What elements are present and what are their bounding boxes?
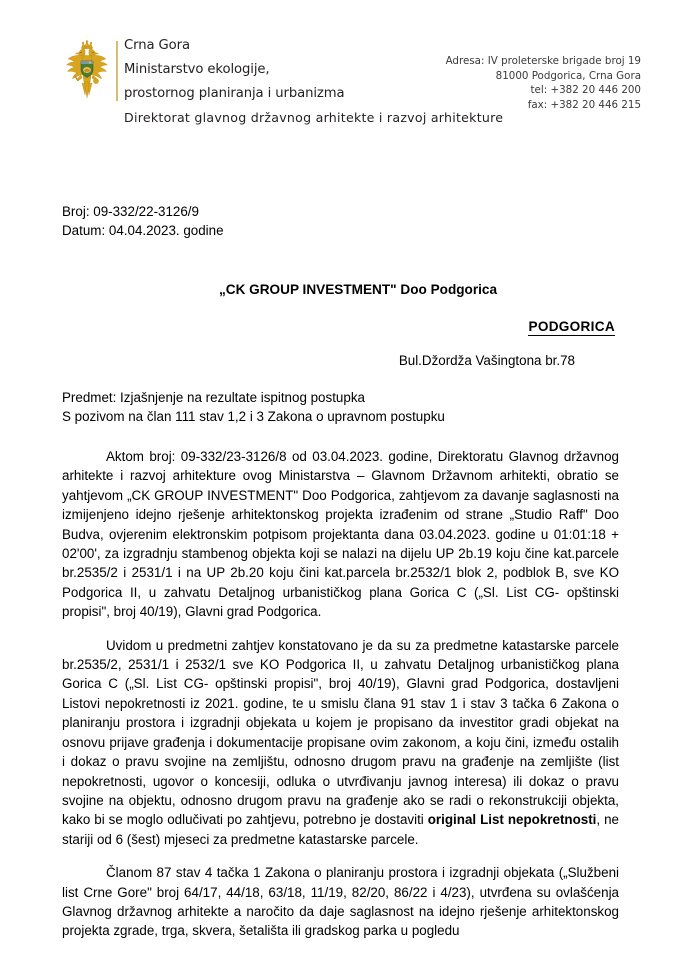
paragraph-1-text: Aktom broj: 09-332/23-3126/8 od 03.04.2023. godine, Direktoratu Glavnog državnog arhitekte i razvoj arhitekture ovog Ministarstva – Glavnom Državnom arhitekti, obratio se yahtjevom „CK GROUP INVESTMENT" Doo Podgorica, zahtjevom za davanje saglasnosti na izmijenjeno idejno rješenje arhitektonskog projekta izrađenim od strane „Studio Raff" Doo Budva, ovjerenim elektronskim potpisom projektanta dana 03.04.2023. godine u 01:01:18 + 02'00', za izgradnju stambenog objekta koji se nalazi na dijelu UP 2b.19 koju čine kat.parcele br.2535/2 i 2531/1 i na UP 2b.20 koju čini kat.parcela br.2532/1 blok 2, podblok B, sve KO Podgorica II, u zahvatu Detaljnog urbanističkog plana Gorica C („Sl. List CG- opštinski propisi", broj 40/19), Glavni grad Podgorica. (62, 449, 619, 620)
addressee-street: Bul.Džordža Vašingtona br.78 (398, 353, 575, 368)
subject-line: Predmet: Izjašnjenje na rezultate ispitnog postupka (62, 390, 365, 405)
address-city: 81000 Podgorica, Crna Gora (495, 69, 641, 82)
reference-number: Broj: 09-332/22-3126/9 (62, 204, 199, 219)
ministry-line-2: prostornog planiranja i urbanizma (124, 86, 345, 101)
addressee-block (62, 281, 618, 368)
letterhead (0, 34, 679, 144)
address-tel: tel: +382 20 446 200 (530, 84, 641, 97)
body-paragraph-3 (62, 863, 619, 941)
country-name: Crna Gora (124, 38, 190, 53)
paragraph-3-text: Članom 87 stav 4 tačka 1 Zakona o planiranju prostora i izgradnji objekata („Službeni list Crne Gore" broj 64/17, 44/18, 63/18, 11/19, 82/20, 86/22 i 4/23), utvrđena su ovlašćenja Glavnog državnog arhitekte a naročito da daje saglasnost na idejno rješenje arhitektonskog projekta zgrade, trga, skvera, šetališta ili gradskog parka u pogledu (62, 865, 619, 939)
document-body (62, 447, 619, 941)
ministry-line-1: Ministarstvo ekologije, (124, 62, 270, 77)
letterhead-divider (116, 41, 118, 101)
subject-block (62, 388, 445, 426)
paragraph-2-emphasis: original List nepokretnosti (427, 812, 597, 828)
address-fax: fax: +382 20 446 215 (527, 98, 641, 111)
ministry-contact-block (446, 54, 641, 112)
ministry-name-block (124, 34, 504, 130)
montenegro-coat-of-arms-icon (63, 39, 111, 101)
address-street: Adresa: IV proleterske brigade broj 19 (445, 55, 641, 67)
subject-legal-reference: S pozivom na član 111 stav 1,2 i 3 Zakona o upravnom postupku (62, 409, 445, 425)
body-paragraph-2 (62, 636, 619, 849)
addressee-city-wrapper (62, 319, 618, 334)
addressee-city: PODGORICA (528, 319, 615, 334)
paragraph-2-text-a: Uvidom u predmetni zahtjev konstatovano je da su za predmetne katastarske parcele br.2535/2, 2531/1 i 2532/1 sve KO Podgorica II, u zahvatu Detaljnog urbanističkog plana Gorica C („Sl. List CG- opštinski propisi", broj 40/19), Glavni grad Podgorica, dostavljeni Listovi nepokretnosti iz 2021. godine, te u smislu člana 91 stav 1 i stav 3 tačka 6 Zakona o planiranju prostora i izgradnji objekata u kojem je propisano da investitor gradi objekat na osnovu prijave građenja i dokumentacije propisane ovim zakonom, a koju čini, između ostalih i dokaz o pravu svojine na zemljištu, odnosno drugom pravu na građenje na zemljište (list nepokretnosti, ugovor o koncesiji, odluka o utvrđivanju javnog interesa) ili dokaz o pravu svojine na objektu, odnosno drugom pravu na građenje ako se radi o rekonstrukciji objekta, kako bi se moglo odlučivati po zahtjevu, potrebno je dostaviti (62, 637, 619, 828)
paragraph-2-text-b: , ne stariji od 6 (šest) mjeseci za predmetne katastarske parcele. (62, 812, 619, 847)
addressee-company: „CK GROUP INVESTMENT" Doo Podgorica (218, 282, 498, 297)
directorate-line: Direktorat glavnog državnog arhitekte i razvoj arhitekture (124, 110, 504, 125)
body-paragraph-1 (62, 447, 619, 622)
reference-block (62, 203, 224, 240)
reference-date: Datum: 04.04.2023. godine (62, 222, 224, 238)
